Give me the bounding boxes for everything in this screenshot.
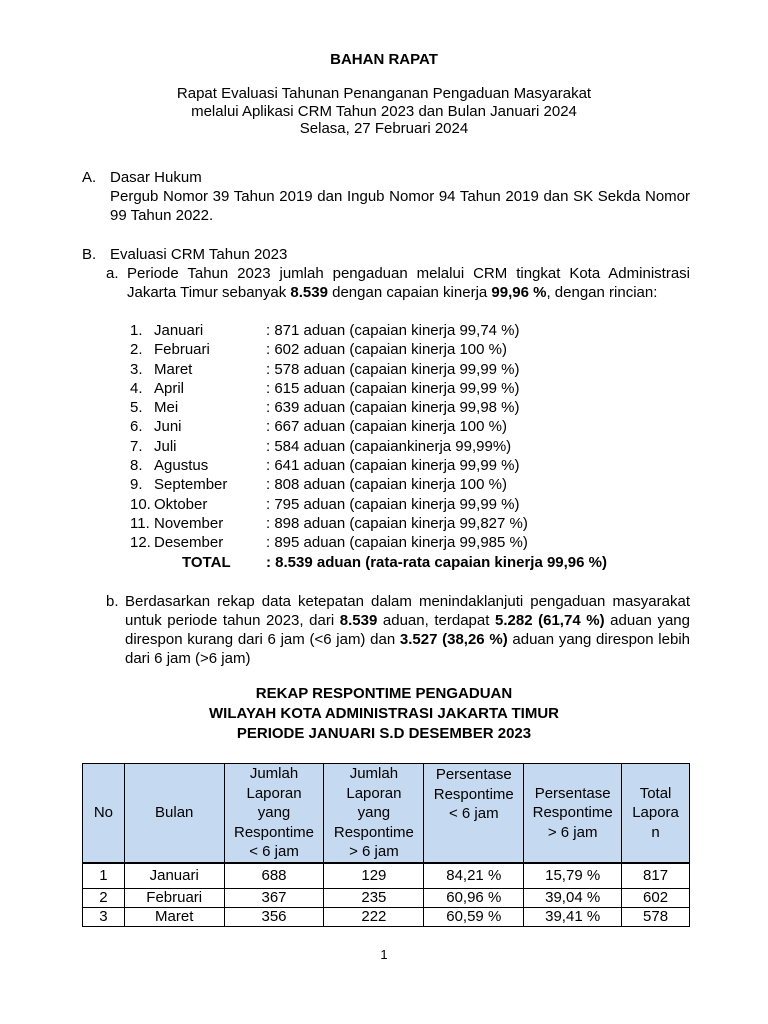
month-value: : 615 aduan (capaian kinerja 99,99 %) — [266, 379, 520, 397]
header-line: > 6 jam — [547, 823, 598, 841]
month-name: Juli — [154, 437, 177, 455]
section-a-marker: A. — [82, 169, 97, 186]
rekap-title-line-1: REKAP RESPONTIME PENGADUAN — [255, 685, 513, 702]
header-line: > 6 jam — [349, 843, 399, 861]
meeting-date: Selasa, 27 Februari 2024 — [299, 120, 469, 137]
cell-persen-gt6: 15,79 % — [524, 863, 622, 889]
total-row — [130, 553, 650, 573]
item-b-over-6h: 3.527 (38,26 %) — [399, 631, 508, 648]
header-line: yang — [357, 804, 391, 822]
month-number: 4. — [130, 379, 143, 397]
cell-jumlah-gt6: 235 — [324, 889, 424, 908]
item-b-text-3: aduan yang direspon kurang dari 6 jam (<6 jam) dan — [125, 612, 690, 648]
cell-total: 578 — [622, 908, 690, 927]
cell-jumlah-lt6: 367 — [224, 889, 324, 908]
item-b-under-6h: 5.282 (61,74 %) — [495, 612, 605, 629]
month-name: Januari — [154, 322, 204, 339]
page-number: 1 — [380, 947, 388, 962]
item-a-marker: a. — [106, 265, 119, 282]
month-number: 3. — [130, 360, 143, 378]
month-name: Februari — [154, 341, 210, 359]
header-line: Jumlah — [349, 765, 399, 783]
item-b-marker: b. — [106, 593, 119, 610]
header-line: Respontime — [333, 823, 414, 841]
header-line: Persentase — [435, 766, 512, 783]
month-name: Juni — [154, 418, 182, 436]
item-b-total-count: 8.539 — [339, 612, 378, 629]
header-line: yang — [257, 804, 291, 822]
cell-bulan: Februari — [124, 889, 224, 908]
table-row — [83, 863, 690, 889]
cell-persen-lt6: 60,96 % — [424, 889, 524, 908]
table-row — [83, 908, 690, 927]
column-header-jumlah-lt6 — [224, 764, 324, 864]
month-name: Mei — [154, 399, 179, 417]
month-number: 10. — [130, 495, 151, 513]
list-item — [130, 437, 650, 456]
month-value: : 639 aduan (capaian kinerja 99,98 %) — [266, 399, 520, 417]
header-line: No — [93, 804, 114, 822]
header-line: n — [651, 823, 660, 841]
item-b-text-1: Berdasarkan rekap data ketepatan dalam menindaklanjuti pengaduan masyarakat untuk periode tahun 2023, dari — [125, 593, 690, 629]
column-header-total — [622, 764, 690, 864]
month-value: : 602 aduan (capaian kinerja 100 %) — [266, 341, 507, 359]
month-name: November — [154, 514, 224, 532]
month-number: 1. — [130, 322, 143, 339]
table-header-row — [83, 764, 690, 864]
cell-bulan: Januari — [124, 863, 224, 889]
cell-bulan: Maret — [124, 908, 224, 927]
month-number: 8. — [130, 457, 143, 475]
total-value: : 8.539 aduan (rata-rata capaian kinerja 99,96 %) — [266, 553, 607, 571]
column-header-persen-lt6 — [424, 764, 524, 864]
list-item — [130, 417, 650, 436]
month-name: Agustus — [154, 457, 209, 475]
header-line: Bulan — [155, 804, 194, 822]
item-a-text-3: , dengan rincian: — [546, 284, 658, 301]
header-line: Respontime — [532, 804, 613, 822]
month-value: : 578 aduan (capaian kinerja 99,99 %) — [266, 360, 520, 378]
section-b-heading: Evaluasi CRM Tahun 2023 — [110, 246, 288, 263]
list-item — [130, 360, 650, 379]
header-line: < 6 jam — [249, 843, 299, 861]
column-header-persen-gt6 — [524, 764, 622, 864]
section-a-heading: Dasar Hukum — [110, 169, 202, 186]
item-b-text-2: aduan, terdapat — [377, 612, 495, 629]
header-line: < 6 jam — [448, 805, 499, 822]
cell-persen-gt6: 39,41 % — [524, 908, 622, 927]
table-row — [83, 889, 690, 908]
month-name: April — [154, 379, 185, 397]
cell-total: 817 — [622, 863, 690, 889]
list-item — [130, 533, 650, 552]
list-item — [130, 514, 650, 533]
month-value: : 795 aduan (capaian kinerja 99,99 %) — [266, 495, 520, 513]
header-line: Respontime — [433, 785, 514, 803]
month-value: : 641 aduan (capaian kinerja 99,99 %) — [266, 457, 520, 475]
rekap-title-line-2: WILAYAH KOTA ADMINISTRASI JAKARTA TIMUR — [209, 705, 559, 722]
month-number: 12. — [130, 534, 151, 552]
month-number: 5. — [130, 399, 143, 417]
cell-jumlah-gt6: 129 — [324, 863, 424, 889]
month-name: September — [154, 476, 228, 494]
section-a-body: Pergub Nomor 39 Tahun 2019 dan Ingub Nomor 94 Tahun 2019 dan SK Sekda Nomor 99 Tahun 2022. — [110, 188, 690, 224]
cell-persen-lt6: 60,59 % — [424, 908, 524, 927]
cell-no: 3 — [83, 908, 125, 927]
month-value: : 895 aduan (capaian kinerja 99,985 %) — [266, 534, 528, 552]
document-title: BAHAN RAPAT — [330, 51, 438, 68]
cell-no: 2 — [83, 889, 125, 908]
item-a-text-2: dengan capaian kinerja — [327, 284, 492, 301]
column-header-no — [83, 764, 125, 864]
month-value: : 584 aduan (capaiankinerja 99,99%) — [266, 437, 512, 455]
total-label: TOTAL — [182, 553, 231, 571]
month-name: Maret — [154, 360, 193, 378]
column-header-jumlah-gt6 — [324, 764, 424, 864]
list-item — [130, 321, 650, 340]
list-item — [130, 379, 650, 398]
cell-no: 1 — [83, 863, 125, 889]
month-name: Oktober — [154, 495, 208, 513]
list-item — [130, 456, 650, 475]
month-number: 2. — [130, 341, 143, 359]
month-number: 7. — [130, 437, 143, 455]
cell-jumlah-gt6: 222 — [324, 908, 424, 927]
list-item — [130, 398, 650, 417]
header-line: Persentase — [534, 784, 611, 802]
column-header-bulan — [124, 764, 224, 864]
subtitle-line-2: melalui Aplikasi CRM Tahun 2023 dan Bulan Januari 2024 — [191, 103, 577, 120]
month-number: 9. — [130, 476, 143, 494]
list-item — [130, 495, 650, 514]
item-b-text-4: aduan yang direspon lebih dari 6 jam (>6 jam) — [125, 631, 690, 667]
month-value: : 871 aduan (capaian kinerja 99,74 %) — [266, 322, 520, 339]
cell-persen-lt6: 84,21 % — [424, 863, 524, 889]
header-line: Jumlah — [249, 765, 299, 783]
month-number: 6. — [130, 418, 143, 436]
section-b-marker: B. — [82, 246, 97, 263]
month-name: Desember — [154, 534, 224, 552]
header-line: Laporan — [346, 784, 402, 802]
header-line: Respontime — [233, 823, 315, 841]
item-a-performance: 99,96 % — [491, 284, 547, 301]
item-a-text-1: Periode Tahun 2023 jumlah pengaduan melalui CRM tingkat Kota Administrasi Jakarta Timur sebanyak — [127, 265, 690, 301]
header-line: Lapora — [632, 804, 679, 822]
month-value: : 808 aduan (capaian kinerja 100 %) — [266, 476, 507, 494]
cell-persen-gt6: 39,04 % — [524, 889, 622, 908]
list-item — [130, 475, 650, 494]
month-value: : 898 aduan (capaian kinerja 99,827 %) — [266, 514, 528, 532]
month-number: 11. — [130, 514, 150, 532]
item-b-paragraph — [125, 592, 690, 668]
subtitle-line-1: Rapat Evaluasi Tahunan Penanganan Pengaduan Masyarakat — [176, 85, 592, 102]
header-line: Total — [639, 784, 672, 802]
cell-jumlah-lt6: 356 — [224, 908, 324, 927]
rekap-title-line-3: PERIODE JANUARI S.D DESEMBER 2023 — [236, 725, 532, 742]
cell-jumlah-lt6: 688 — [224, 863, 324, 889]
cell-total: 602 — [622, 889, 690, 908]
list-item — [130, 340, 650, 359]
header-line: Laporan — [246, 784, 302, 802]
month-value: : 667 aduan (capaian kinerja 100 %) — [266, 418, 507, 436]
item-a-paragraph — [127, 264, 690, 302]
respontime-table — [82, 763, 690, 927]
item-a-total-count: 8.539 — [290, 284, 328, 301]
monthly-complaints-list — [130, 321, 650, 573]
